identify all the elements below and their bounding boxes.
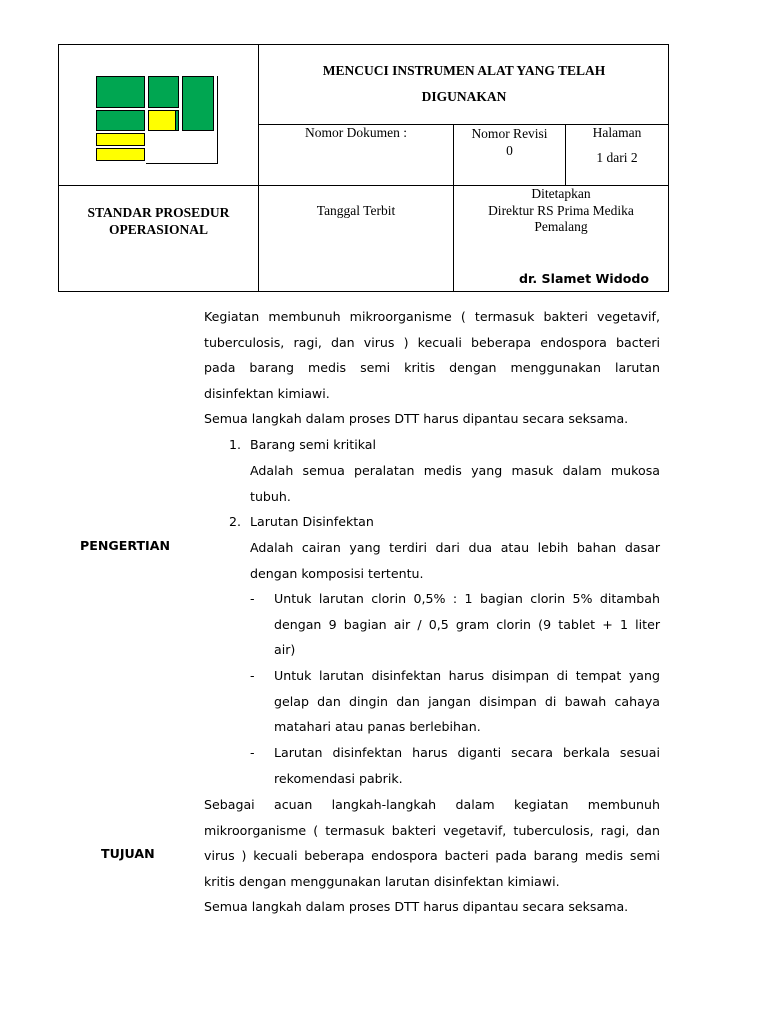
halaman-value: 1 dari 2 <box>596 150 638 165</box>
item-2-title: Larutan Disinfektan <box>250 514 374 529</box>
text-line: matahari atau panas berlebihan. <box>274 719 481 735</box>
item-1-title: Barang semi kritikal <box>250 437 377 452</box>
logo-frame-bottom <box>146 163 218 164</box>
logo-green-block <box>96 110 145 131</box>
ditetapkan-director: Direktur RS Prima Medika <box>488 202 634 218</box>
logo-green-block <box>148 76 179 84</box>
logo-green-block <box>176 110 179 131</box>
logo-yellow-block <box>96 148 145 161</box>
text-line: rekomendasi pabrik. <box>274 770 403 786</box>
ditetapkan-block <box>454 186 668 236</box>
halaman-cell <box>566 125 668 166</box>
text-line: Untuk larutan clorin 0,5% : 1 bagian clorin 5% ditambah <box>274 591 660 606</box>
text-line: tubuh. <box>250 488 291 504</box>
nomor-revisi-label: Nomor Revisi <box>471 126 548 141</box>
text-line: tuberculosis, ragi, dan virus ) kecuali beberapa endospora bacteri <box>204 334 660 350</box>
hospital-logo <box>96 76 218 164</box>
text-line: disinfektan kimiawi. <box>204 385 330 401</box>
document-title-line2: DIGUNAKAN <box>421 89 507 104</box>
tanggal-terbit-label: Tanggal Terbit <box>316 203 396 218</box>
spo-title <box>59 204 258 238</box>
tujuan-paragraph-2: Semua langkah dalam proses DTT harus dipantau secara seksama. <box>204 899 629 915</box>
logo-green-block <box>182 76 214 131</box>
item-1-number: 1. <box>229 437 242 452</box>
halaman-label: Halaman <box>592 125 642 140</box>
bullet-item-3 <box>274 740 660 791</box>
logo-yellow-block <box>96 133 145 146</box>
pengertian-paragraph-2: Semua langkah dalam proses DTT harus dipantau secara seksama. <box>204 411 629 427</box>
signatory-name: dr. Slamet Widodo <box>518 271 650 286</box>
text-line: Adalah cairan yang terdiri dari dua atau lebih bahan dasar <box>250 540 660 555</box>
text-line: kritis dengan menggunakan larutan disinfektan kimiawi. <box>204 873 560 889</box>
tujuan-paragraph-1 <box>204 792 660 920</box>
bullet-mark: - <box>250 745 255 760</box>
item-2-number: 2. <box>229 514 242 529</box>
logo-green-block <box>96 76 145 108</box>
text-line: Larutan disinfektan harus diganti secara berkala sesuai <box>274 745 660 760</box>
text-line: Kegiatan membunuh mikroorganisme ( termasuk bakteri vegetavif, <box>204 309 660 324</box>
ditetapkan-label: Ditetapkan <box>531 186 591 201</box>
bullet-item-1 <box>274 586 660 663</box>
bullet-item-2 <box>274 663 660 740</box>
logo-yellow-block <box>148 110 176 131</box>
text-line: Adalah semua peralatan medis yang masuk dalam mukosa <box>250 463 660 478</box>
text-line: mikroorganisme ( termasuk bakteri vegetavif, tuberculosis, ragi, dan <box>204 822 660 838</box>
spo-title-line1: STANDAR PROSEDUR <box>87 205 230 220</box>
nomor-revisi-cell <box>454 125 565 159</box>
text-line: Untuk larutan disinfektan harus disimpan di tempat yang <box>274 668 660 683</box>
document-title-line1: MENCUCI INSTRUMEN ALAT YANG TELAH <box>322 63 606 78</box>
ditetapkan-hospital: Pemalang <box>534 219 588 234</box>
document-title <box>259 58 669 110</box>
bullet-mark: - <box>250 591 255 606</box>
item-2-description <box>250 535 660 586</box>
text-line: pada barang medis semi kritis dengan menggunakan larutan <box>204 360 660 376</box>
bullet-mark: - <box>250 668 255 683</box>
table-border-bottom <box>58 291 669 292</box>
text-line: virus ) kecuali beberapa endospora bacteri pada barang medis semi <box>204 848 660 864</box>
text-line: dengan 9 bagian air / 0,5 gram clorin (9 tablet + 1 liter <box>274 616 660 632</box>
pengertian-label: PENGERTIAN <box>80 538 171 553</box>
text-line: Sebagai acuan langkah-langkah dalam kegiatan membunuh <box>204 797 660 812</box>
table-border-top <box>58 44 669 45</box>
item-1-description <box>250 458 660 509</box>
text-line: dengan komposisi tertentu. <box>250 565 424 581</box>
text-line: gelap dan dingin dan jangan disimpan di bawah cahaya <box>274 693 660 709</box>
tujuan-label: TUJUAN <box>101 846 155 861</box>
table-border-left <box>58 44 59 292</box>
text-line: air) <box>274 642 296 658</box>
nomor-dokumen-label: Nomor Dokumen : <box>305 125 407 140</box>
nomor-revisi-value: 0 <box>506 143 513 158</box>
logo-frame-right <box>217 76 218 164</box>
spo-title-line2: OPERASIONAL <box>108 222 208 237</box>
pengertian-paragraph-1 <box>204 304 660 432</box>
